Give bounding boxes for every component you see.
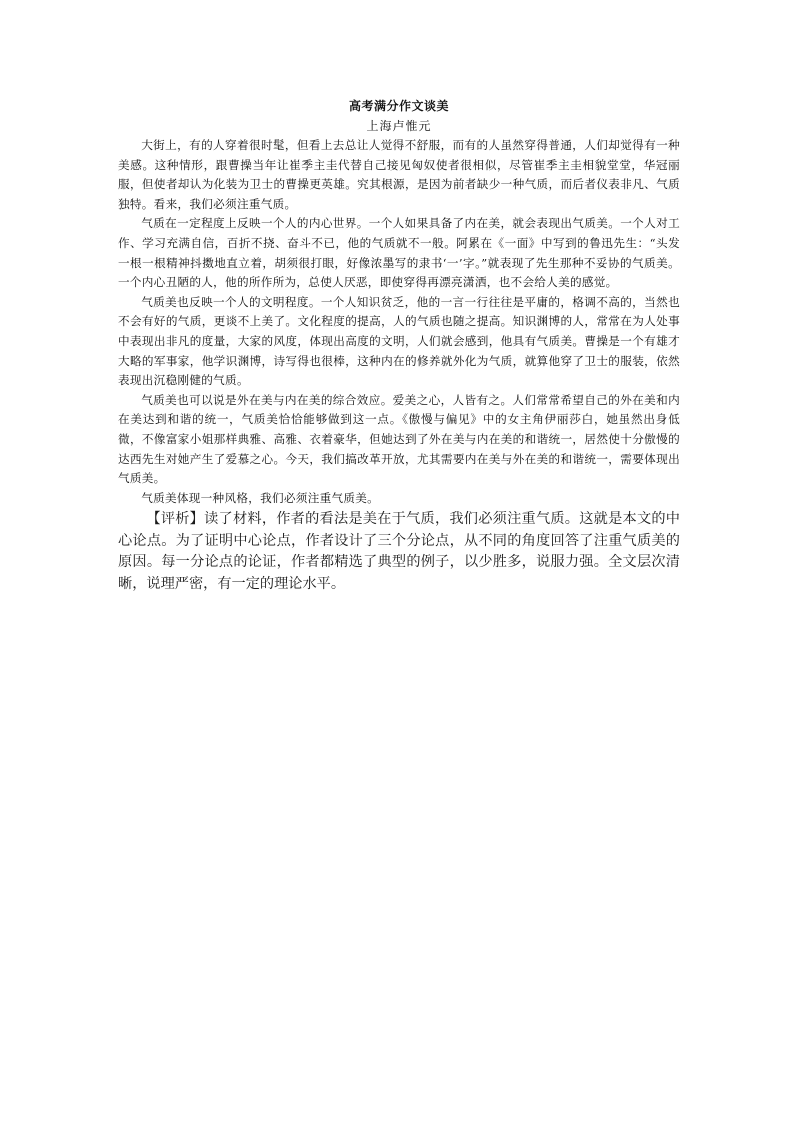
body-paragraph-1: 大街上，有的人穿着很时髦，但看上去总让人觉得不舒服，而有的人虽然穿得普通，人们却觉得有一种美感。这种情形，跟曹操当年让崔季主圭代替自己接见匈奴使者很相似，尽管崔季主圭相貌堂堂，华冠丽服，但使者却认为化装为卫士的曹操更英雄。究其根源，是因为前者缺少一种气质，而后者仪表非凡、气质独特。看来，我们必须注重气质。 xyxy=(118,138,680,211)
body-paragraph-2: 气质在一定程度上反映一个人的内心世界。一个人如果具备了内在美，就会表现出气质美。一个人对工作、学习充满自信，百折不挠、奋斗不已，他的气质就不一般。阿累在《一面》中写到的鲁迅先生：“头发一根一根精神抖擞地直立着，胡须很打眼，好像浓墨写的隶书‘一’字。”就表现了先生那种不妥协的气质美。一个内心丑陋的人，他的所作所为，总使人厌恶，即使穿得再漂亮潇洒，也不会给人美的感觉。 xyxy=(118,216,680,290)
body-paragraph-4: 气质美也可以说是外在美与内在美的综合效应。爱美之心，人皆有之。人们常常希望自己的外在美和内在美达到和谐的统一，气质美恰恰能够做到这一点。《傲慢与偏见》中的女主角伊丽莎白，她虽然出身低微，不像富家小姐那样典雅、高雅、衣着豪华，但她达到了外在美与内在美的和谐统一，居然使十分傲慢的达西先生对她产生了爱慕之心。今天，我们搞改革开放，尤其需要内在美与外在美的和谐统一，需要体现出气质美。 xyxy=(118,392,680,486)
document-page xyxy=(118,96,680,595)
body-paragraph-3: 气质美也反映一个人的文明程度。一个人知识贫乏，他的一言一行往往是平庸的，格调不高的，当然也不会有好的气质，更谈不上美了。文化程度的提高，人的气质也随之提高。知识渊博的人，常常在为人处事中表现出非凡的度量，大家的风度，体现出高度的文明，人们就会感到，他具有气质美。曹操是一个有雄才大略的军事家，他学识渊博，诗写得也很棒，这种内在的修养就外化为气质，就算他穿了卫士的服装，依然表现出沉稳刚健的气质。 xyxy=(118,294,680,388)
document-title: 高考满分作文谈美 xyxy=(348,99,449,113)
document-author: 上海卢惟元 xyxy=(366,119,432,133)
body-paragraph-5: 气质美体现一种风格，我们必须注重气质美。 xyxy=(141,490,380,505)
analysis-paragraph: 【评析】读了材料，作者的看法是美在于气质，我们必须注重气质。这就是本文的中心论点。为了证明中心论点，作者设计了三个分论点，从不同的角度回答了注重气质美的原因。每一分论点的论证，作者都精选了典型的例子，以少胜多，说服力强。全文层次清晰，说理严密，有一定的理论水平。 xyxy=(118,511,680,592)
